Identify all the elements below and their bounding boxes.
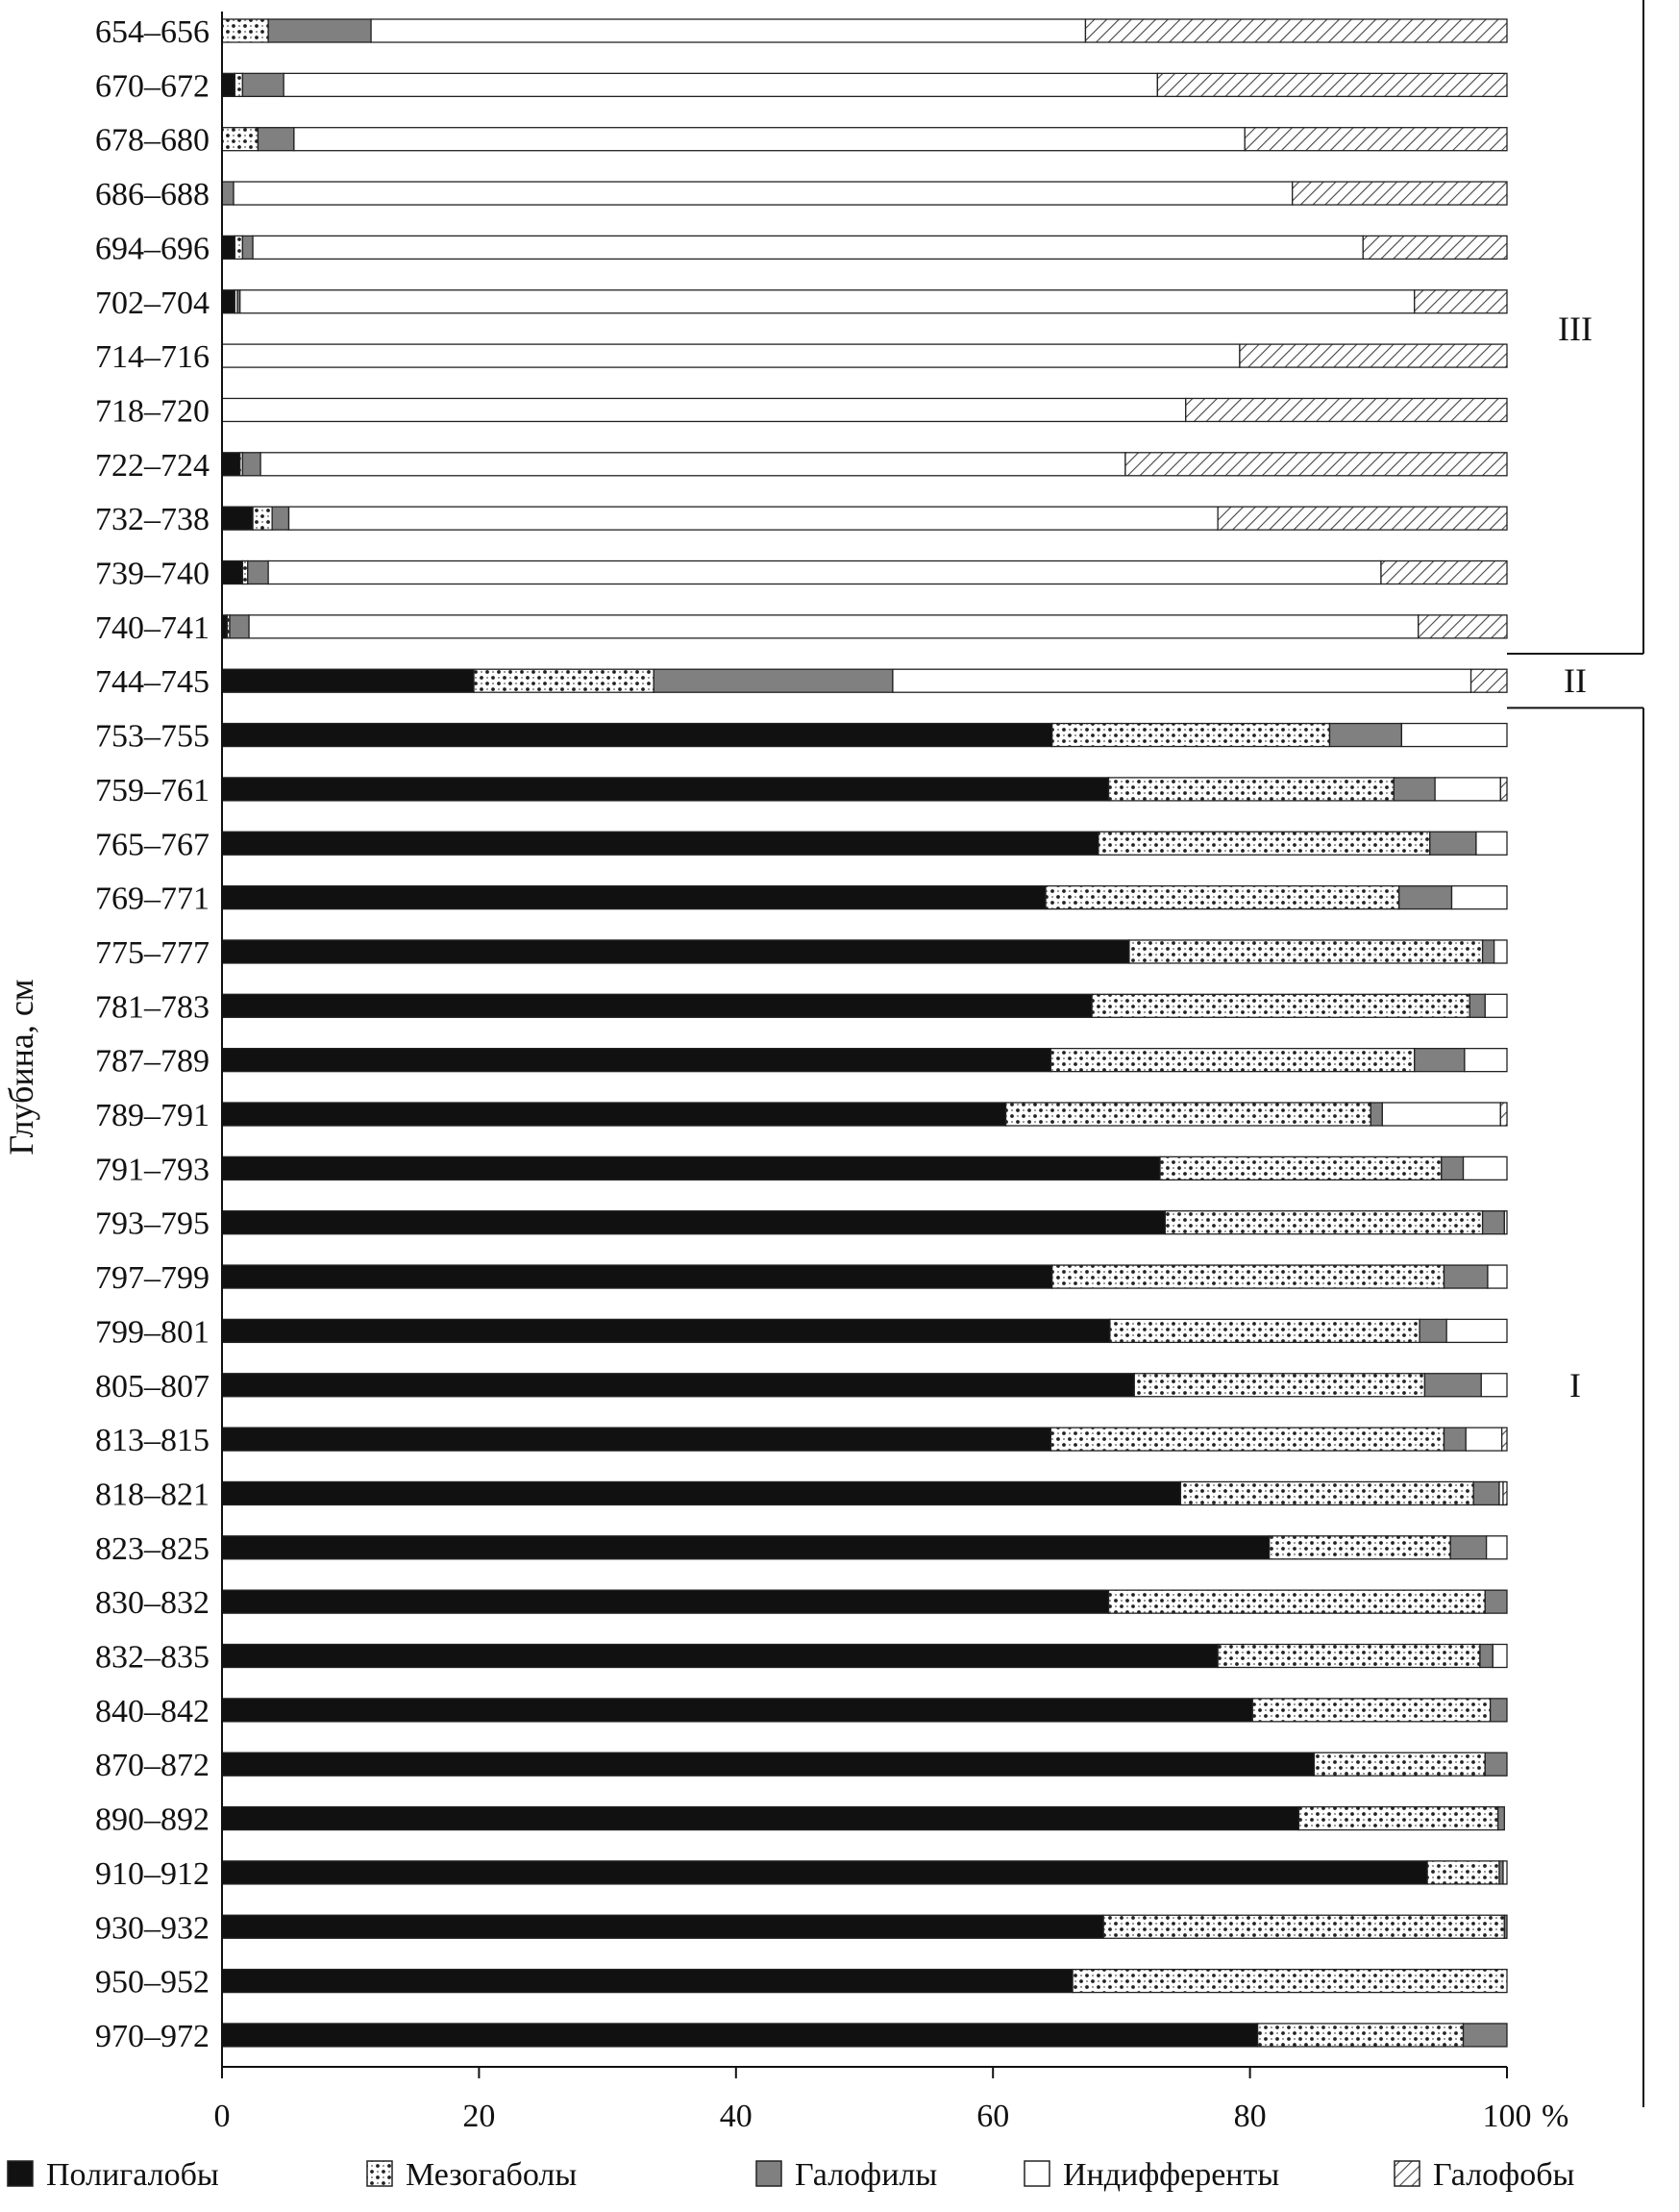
bar-segment [1485,1752,1507,1776]
bar-segment [222,236,235,259]
depth-label: 765–767 [95,827,210,863]
bar-segment [1444,1265,1487,1288]
bar-segment [222,1481,1180,1504]
legend-swatch [1025,2161,1049,2186]
bar-segment [1450,1536,1486,1559]
bar-segment [1125,453,1507,476]
bar-segment [1446,1319,1507,1342]
bar-segment [222,1428,1050,1451]
bar-segment [1157,73,1507,96]
bar-segment [1485,1590,1507,1613]
depth-label: 694–696 [95,231,210,267]
bar-segment [222,1915,1103,1938]
bar-segment [1464,2024,1507,2047]
zone-label: I [1569,1365,1581,1404]
bar-segment [1381,561,1507,584]
bar-segment [268,19,371,42]
bar-segment [1006,1103,1371,1126]
depth-label: 797–799 [95,1260,210,1297]
bar-segment [222,940,1129,963]
bar-segment [1415,1049,1465,1072]
bar-segment [1452,886,1507,909]
bar-segment [1503,1861,1507,1884]
bar-segment [1314,1752,1485,1776]
bar-segment [222,1699,1252,1722]
depth-label: 753–755 [95,718,210,755]
bar-segment [222,832,1099,855]
bar-segment [222,507,253,530]
bar-segment [1473,1481,1499,1504]
bar-segment [240,290,1415,313]
bar-segment [1500,1103,1507,1126]
bar-segment [1252,1699,1490,1722]
bar-segment [1483,1211,1505,1234]
depth-label: 823–825 [95,1530,210,1567]
bars-layer [222,19,1507,2047]
depth-label: 910–912 [95,1855,210,1892]
bar-segment [1424,1374,1481,1397]
bar-segment [222,994,1092,1017]
bar-segment [222,1752,1314,1776]
legend-label: Мезогаболы [406,2157,578,2193]
depth-label: 870–872 [95,1748,210,1784]
bar-segment [1160,1156,1442,1180]
bar-segment [1504,1211,1507,1234]
bar-segment [1471,669,1507,692]
bar-segment [1370,1103,1382,1126]
depth-label: 702–704 [95,285,210,321]
depth-label: 890–892 [95,1802,210,1838]
bar-segment [1293,182,1507,205]
bar-segment [222,1536,1270,1559]
bar-segment [253,507,272,530]
bar-segment [1483,940,1494,963]
bar-segment [1186,398,1507,421]
depth-label: 732–738 [95,502,210,538]
bar-segment [1085,19,1507,42]
depth-labels [95,14,210,2054]
bar-segment [1298,1807,1497,1830]
bar-segment [1050,1428,1444,1451]
bar-segment [222,1861,1427,1884]
bar-segment [234,182,1293,205]
bar-segment [1442,1156,1464,1180]
zone-label: II [1564,661,1587,701]
bar-segment [222,561,242,584]
bar-segment [248,561,268,584]
bar-segment [1481,1374,1507,1397]
bar-segment [222,1319,1110,1342]
bar-segment [1099,832,1430,855]
bar-segment [268,561,1381,584]
bar-segment [222,1156,1160,1180]
bar-segment [1240,344,1507,367]
bar-segment [1435,778,1500,801]
bar-segment [284,73,1157,96]
legend [8,2157,1574,2193]
y-axis-title: Глубина, см [2,979,40,1156]
bar-segment [1218,1645,1480,1668]
bar-segment [253,236,1363,259]
bar-segment [222,398,1186,421]
bar-segment [1363,236,1507,259]
bar-segment [222,182,234,205]
bar-segment [1419,615,1507,638]
bar-segment [222,1103,1006,1126]
bar-segment [260,453,1125,476]
bar-segment [222,1049,1050,1072]
bar-segment [1493,1645,1507,1668]
depth-label: 799–801 [95,1314,210,1351]
depth-label: 678–680 [95,122,210,159]
bar-segment [258,128,293,151]
bar-segment [1073,1970,1507,1993]
bar-segment [1052,1265,1444,1288]
bar-segment [222,1265,1052,1288]
depth-label: 950–952 [95,1964,210,2001]
bar-segment [222,1807,1298,1830]
bar-segment [1466,1428,1501,1451]
depth-label: 930–932 [95,1910,210,1947]
bar-segment [222,1374,1134,1397]
bar-segment [474,669,654,692]
bar-segment [654,669,893,692]
depth-label: 805–807 [95,1368,210,1404]
legend-swatch [367,2161,392,2186]
bar-segment [1504,1915,1507,1938]
bar-segment [222,778,1109,801]
bar-segment [222,1970,1073,1993]
depth-label: 793–795 [95,1205,210,1242]
legend-label: Полигалобы [46,2157,219,2193]
legend-swatch [1395,2161,1420,2186]
bar-segment [1110,1319,1420,1342]
legend-swatch [8,2161,33,2186]
zone-brackets [1507,0,1643,2107]
bar-segment [1498,1807,1505,1830]
bar-segment [242,453,260,476]
bar-segment [371,19,1085,42]
bar-segment [242,73,284,96]
bar-segment [222,453,240,476]
bar-segment [1427,1861,1499,1884]
depth-label: 722–724 [95,447,210,484]
x-tick-label: 80 [1233,2098,1267,2134]
depth-label: 686–688 [95,177,210,213]
zone-label: III [1558,309,1593,348]
depth-label: 714–716 [95,339,210,376]
bar-segment [222,1645,1218,1668]
depth-label: 740–741 [95,609,210,646]
bar-segment [1494,940,1507,963]
bar-segment [235,73,242,96]
bar-segment [222,669,474,692]
depth-label: 759–761 [95,772,210,808]
x-tick-label: 100 [1482,2098,1532,2134]
depth-label: 830–832 [95,1585,210,1622]
bar-segment [272,507,288,530]
x-unit-label: % [1542,2098,1569,2134]
bar-segment [1245,128,1507,151]
depth-label: 739–740 [95,556,210,592]
bar-segment [1430,832,1476,855]
bar-segment [222,724,1052,747]
bar-segment [1382,1103,1500,1126]
bar-segment [1491,1699,1507,1722]
legend-label: Галофилы [795,2157,938,2193]
depth-label: 791–793 [95,1152,210,1188]
x-tick-label: 0 [213,2098,231,2134]
bar-segment [242,561,247,584]
x-tick-label: 40 [719,2098,753,2134]
bar-segment [1165,1211,1482,1234]
legend-label: Индифференты [1063,2157,1280,2193]
bar-segment [1103,1915,1504,1938]
bar-segment [222,19,268,42]
bar-segment [1465,1049,1507,1072]
bar-segment [1469,994,1485,1017]
bar-segment [242,236,253,259]
bar-segment [222,2024,1258,2047]
x-tick-label: 20 [462,2098,496,2134]
bar-segment [222,886,1046,909]
bar-segment [222,128,258,151]
depth-label: 832–835 [95,1639,210,1676]
bar-segment [222,73,235,96]
depth-label: 840–842 [95,1693,210,1729]
bar-segment [1500,778,1507,801]
bar-segment [1444,1428,1466,1451]
depth-label: 813–815 [95,1423,210,1459]
bar-segment [1420,1319,1446,1342]
bar-segment [1046,886,1399,909]
bar-segment [1109,1590,1486,1613]
bar-segment [1502,1428,1507,1451]
depth-label: 787–789 [95,1043,210,1080]
bar-segment [1129,940,1483,963]
bar-segment [1476,832,1507,855]
depth-label: 744–745 [95,664,210,701]
bar-segment [235,236,242,259]
bar-segment [1109,778,1395,801]
bar-segment [222,344,1240,367]
bar-segment [1485,994,1507,1017]
depth-label: 654–656 [95,14,210,50]
bar-segment [230,615,249,638]
bar-segment [1329,724,1401,747]
bar-segment [1258,2024,1464,2047]
bar-segment [1401,724,1507,747]
legend-label: Галофобы [1433,2157,1575,2193]
bar-segment [222,1211,1165,1234]
depth-label: 718–720 [95,393,210,430]
bar-segment [1218,507,1507,530]
bar-segment [1480,1645,1493,1668]
x-tick-label: 60 [976,2098,1010,2134]
bar-segment [1488,1265,1507,1288]
depth-label: 775–777 [95,934,210,971]
bar-segment [1180,1481,1473,1504]
bar-segment [1052,724,1330,747]
depth-label: 818–821 [95,1477,210,1513]
bar-segment [1503,1481,1507,1504]
depth-label: 670–672 [95,68,210,105]
legend-swatch [756,2161,781,2186]
bar-segment [222,1590,1109,1613]
bar-segment [1270,1536,1451,1559]
bar-segment [289,507,1219,530]
bar-segment [249,615,1419,638]
bar-segment [893,669,1471,692]
bar-segment [222,290,235,313]
depth-label: 781–783 [95,989,210,1026]
bar-segment [1394,778,1435,801]
bar-segment [1464,1156,1507,1180]
bar-segment [1415,290,1507,313]
depth-label: 769–771 [95,881,210,917]
bar-segment [1092,994,1469,1017]
bar-segment [1134,1374,1424,1397]
bar-segment [1050,1049,1414,1072]
bar-segment [294,128,1245,151]
depth-label: 970–972 [95,2018,210,2054]
bar-segment [1487,1536,1507,1559]
bar-segment [1399,886,1452,909]
depth-label: 789–791 [95,1098,210,1133]
